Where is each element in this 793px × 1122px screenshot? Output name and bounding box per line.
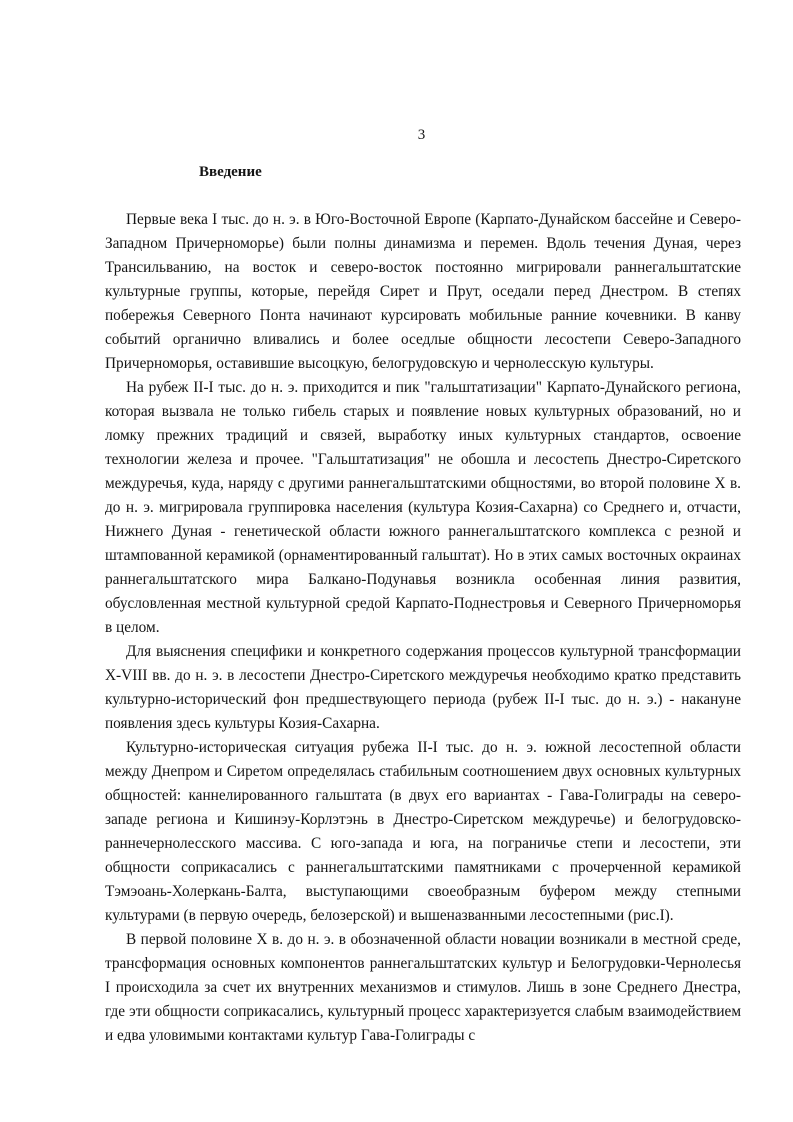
paragraph: В первой половине X в. до н. э. в обозначенной области новации возникали в местной среде, трансформация основных компонентов раннегальштатских культур и Белогрудовки-Чернолесья I происходила за счет их внутренних механизмов и стимулов. Лишь в зоне Среднего Днестра, где эти общности соприкасались, культурный процесс характеризуется слабым взаимодействием и едва уловимыми контактами культур Гава-Голиграды с bbox=[105, 931, 741, 1044]
page-number: 3 bbox=[417, 127, 426, 143]
paragraph: На рубеж II-I тыс. до н. э. приходится и пик "гальштатизации" Карпато-Дунайского региона, которая вызвала не только гибель старых и появление новых культурных образований, но и ломку прежних традиций и связей, выработку иных культурных стандартов, освоение технологии железа и прочее. "Гальштатизация" не обошла и лесостепь Днестро-Сиретского междуречья, куда, наряду с другими раннегальштатскими общностями, во второй половине X в. до н. э. мигрировала группировка населения (культура Козия-Сахарна) со Среднего и, отчасти, Нижнего Дуная - генетической области южного раннегальштатского комплекса с резной и штампованной керамикой (орнаментированный гальштат). Но в этих самых восточных окраинах раннегальштатского мира Балкано-Подунавья возникла особенная линия развития, обусловленная местной культурной средой Карпато-Поднестровья и Северного Причерноморья в целом. bbox=[105, 379, 741, 636]
body-text bbox=[105, 208, 741, 1048]
paragraph: Для выяснения специфики и конкретного содержания процессов культурной трансформации X-VIII вв. до н. э. в лесостепи Днестро-Сиретского междуречья необходимо кратко представить культурно-исторический фон предшествующего периода (рубеж II-I тыс. до н. э.) - накануне появления здесь культуры Козия-Сахарна. bbox=[105, 643, 741, 732]
section-heading: Введение bbox=[199, 164, 262, 180]
paragraph: Культурно-историческая ситуация рубежа II-I тыс. до н. э. южной лесостепной области между Днепром и Сиретом определялась стабильным соотношением двух основных культурных общностей: каннелированного гальштата (в двух его вариантах - Гава-Голиграды на северо-западе региона и Кишинэу-Корлэтэнь в Днестро-Сиретском междуречье) и белогрудовско-раннечернолесского массива. С юго-запада и юга, на пограничье степи и лесостепи, эти общности соприкасались с раннегальштатскими памятниками с прочерченной керамикой Тэмэоань-Холеркань-Балта, выступающими своеобразным буфером между степными культурами (в первую очередь, белозерской) и вышеназванными лесостепными (рис.I). bbox=[105, 739, 741, 924]
paragraph: Первые века I тыс. до н. э. в Юго-Восточной Европе (Карпато-Дунайском бассейне и Северо-Западном Причерноморье) были полны динамизма и перемен. Вдоль течения Дуная, через Трансильванию, на восток и северо-восток постоянно мигрировали раннегальштатские культурные группы, которые, перейдя Сирет и Прут, оседали перед Днестром. В степях побережья Северного Понта начинают курсировать мобильные ранние кочевники. В канву событий органично вливались и более оседлые общности лесостепи Северо-Западного Причерноморья, оставившие высоцкую, белогрудовскую и чернолесскую культуры. bbox=[105, 211, 741, 372]
